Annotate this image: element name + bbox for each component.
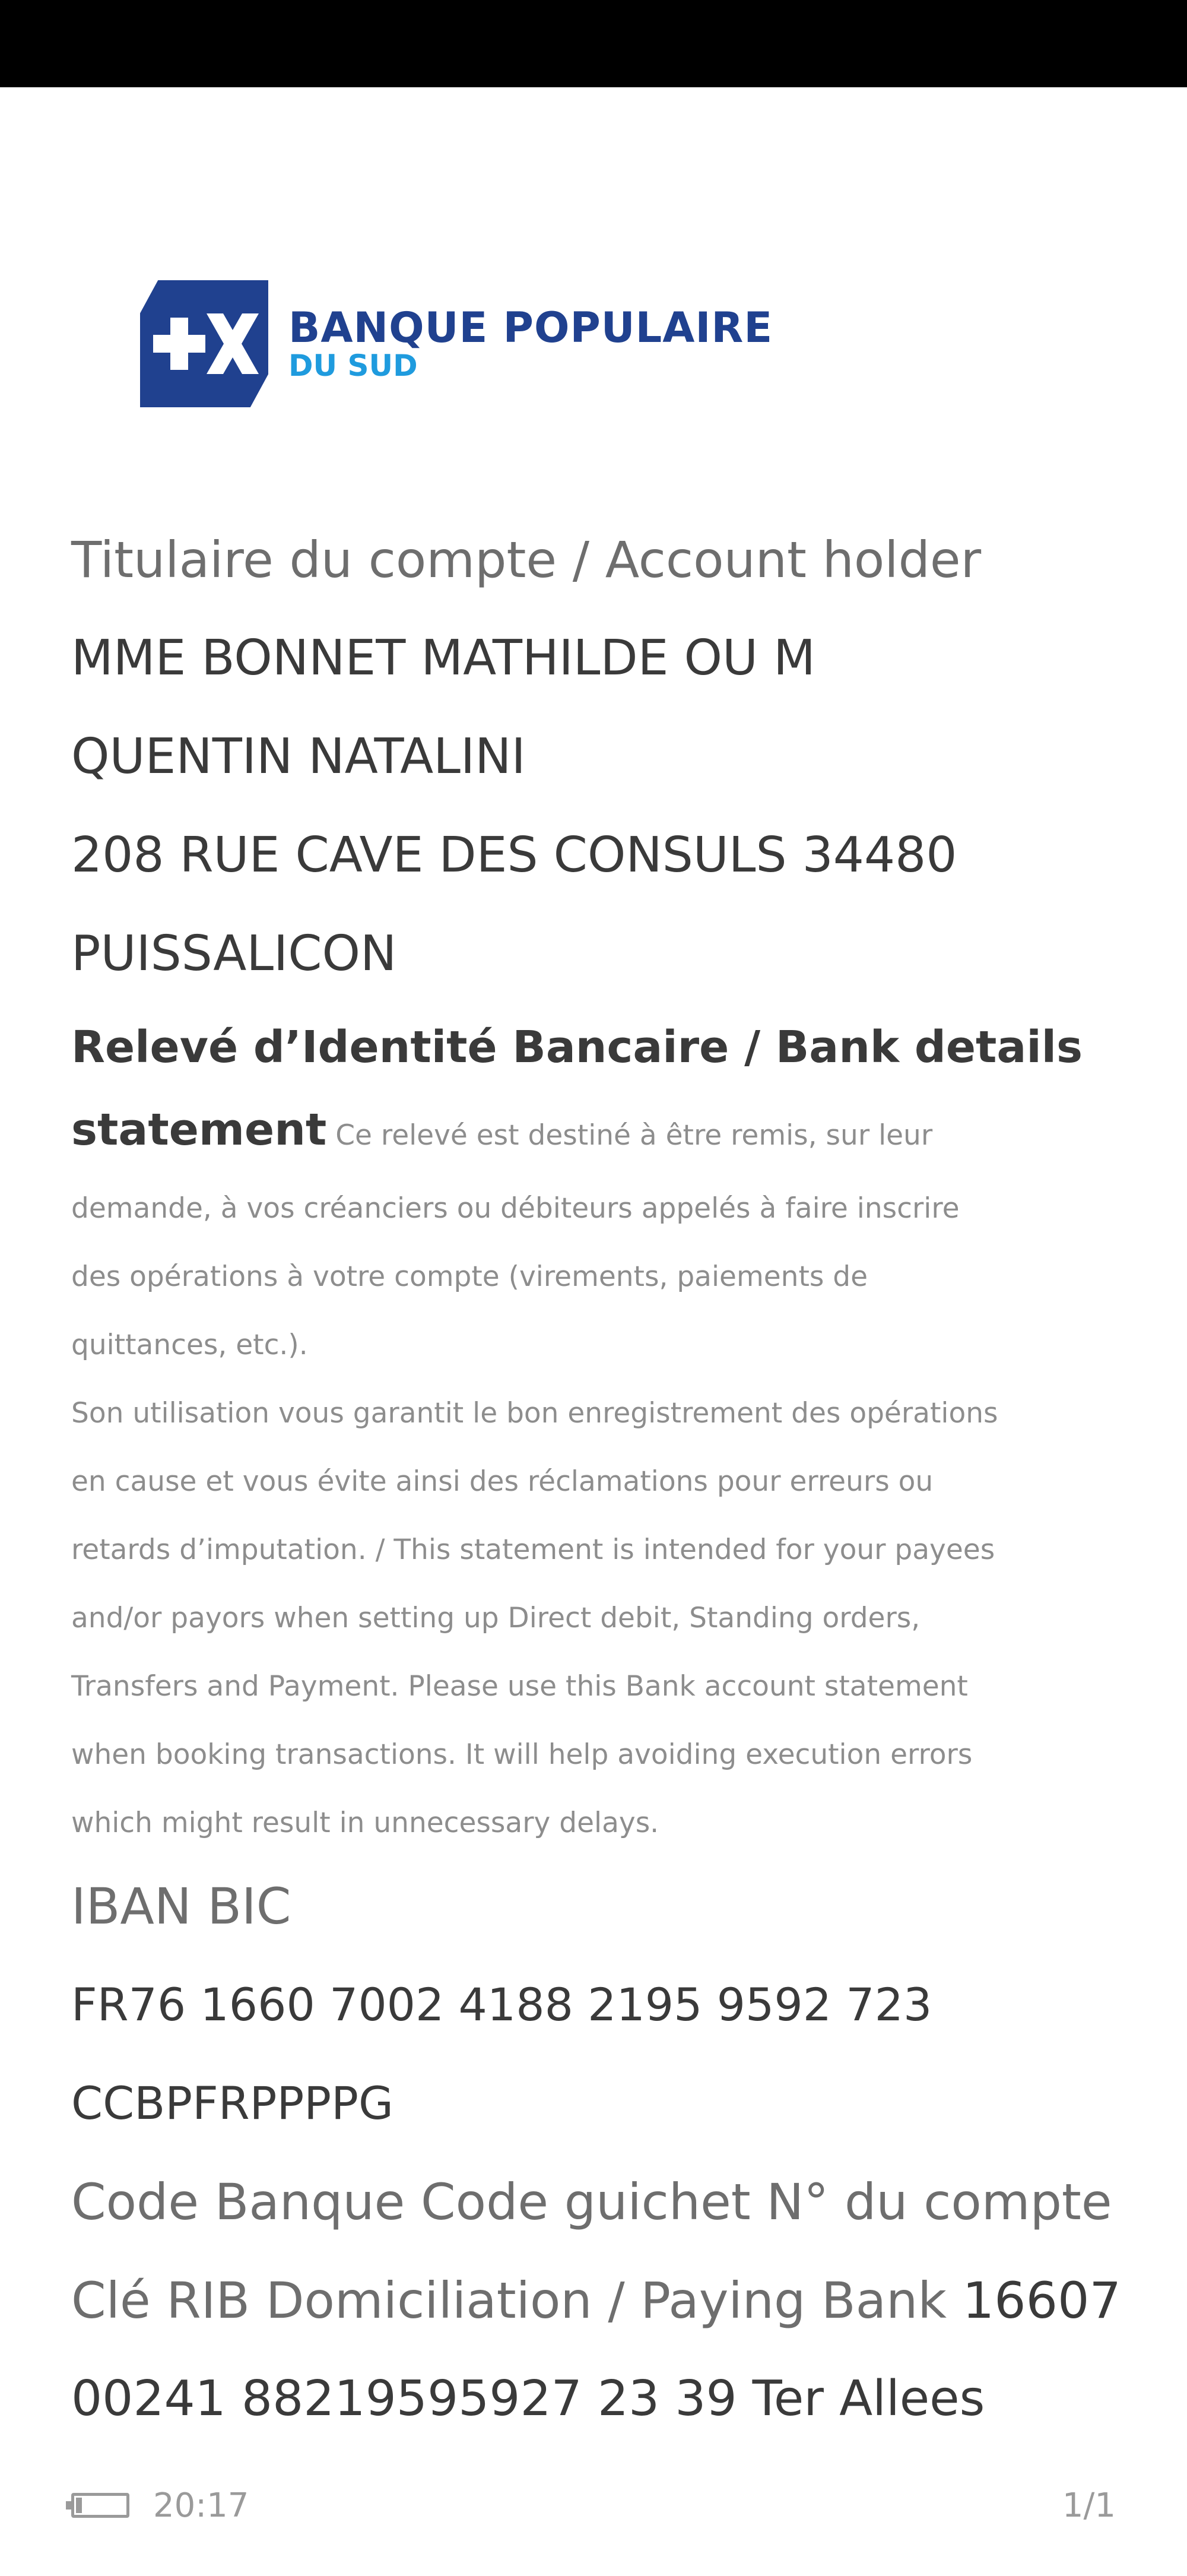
statement-description-line: and/or payors when setting up Direct debit, Standing orders, (71, 1602, 921, 1634)
rib-labels-line (71, 2251, 1128, 2350)
statement-description-line: Transfers and Payment. Please use this Bank account statement (71, 1670, 968, 1703)
clock-time: 20:17 (153, 2486, 249, 2525)
statement-description-line: quittances, etc.). (71, 1329, 308, 1361)
footer-status (71, 2486, 249, 2525)
bic-value: CCBPFRPPPPG (71, 2077, 393, 2130)
statement-description-line: Son utilisation vous garantit le bon enregistrement des opérations (71, 1397, 998, 1430)
plus-x-icon (140, 280, 268, 407)
rib-document (71, 511, 1128, 2448)
battery-low-icon (71, 2493, 129, 2518)
statement-title-end: statement (71, 1104, 327, 1155)
statement-description-line: des opérations à votre compte (virements, paiements de (71, 1260, 868, 1293)
status-bar (0, 0, 1187, 87)
bank-logo-mark-icon (140, 280, 268, 407)
statement-description-line (71, 1091, 1128, 1174)
bank-code-value: 16607 (962, 2271, 1121, 2330)
account-holder-line: MME BONNET MATHILDE OU M (71, 630, 815, 686)
statement-description-line: demande, à vos créanciers ou débiteurs appelés à faire inscrire (71, 1192, 960, 1225)
statement-description-line: retards d’imputation. / This statement is intended for your payees (71, 1533, 995, 1566)
page-indicator: 1/1 (1062, 2486, 1116, 2525)
account-holder-line: 208 RUE CAVE DES CONSULS 34480 (71, 827, 957, 883)
bank-logo (140, 280, 773, 407)
account-holder-label: Titulaire du compte / Account holder (71, 531, 982, 589)
statement-title: Relevé d’Identité Bancaire / Bank details (71, 1022, 1083, 1073)
rib-values-line: 00241 88219595927 23 39 Ter Allees (71, 2371, 985, 2427)
reader-footer (71, 2479, 1116, 2532)
bank-logo-text (288, 303, 773, 383)
statement-description-start: Ce relevé est destiné à être remis, sur leur (335, 1119, 933, 1152)
statement-description-line: which might result in unnecessary delays. (71, 1807, 659, 1839)
bank-name: BANQUE POPULAIRE (288, 303, 773, 352)
account-holder-line: QUENTIN NATALINI (71, 728, 526, 785)
rib-labels-text: Clé RIB Domiciliation / Paying Bank (71, 2271, 947, 2330)
statement-description-line: en cause et vous évite ainsi des réclamations pour erreurs ou (71, 1465, 934, 1498)
statement-description-line: when booking transactions. It will help avoiding execution errors (71, 1738, 973, 1771)
account-holder-line: PUISSALICON (71, 926, 397, 982)
rib-labels-line: Code Banque Code guichet N° du compte (71, 2173, 1112, 2231)
iban-bic-label: IBAN BIC (71, 1877, 291, 1935)
iban-value: FR76 1660 7002 4188 2195 9592 723 (71, 1978, 932, 2031)
bank-region: DU SUD (288, 348, 418, 383)
